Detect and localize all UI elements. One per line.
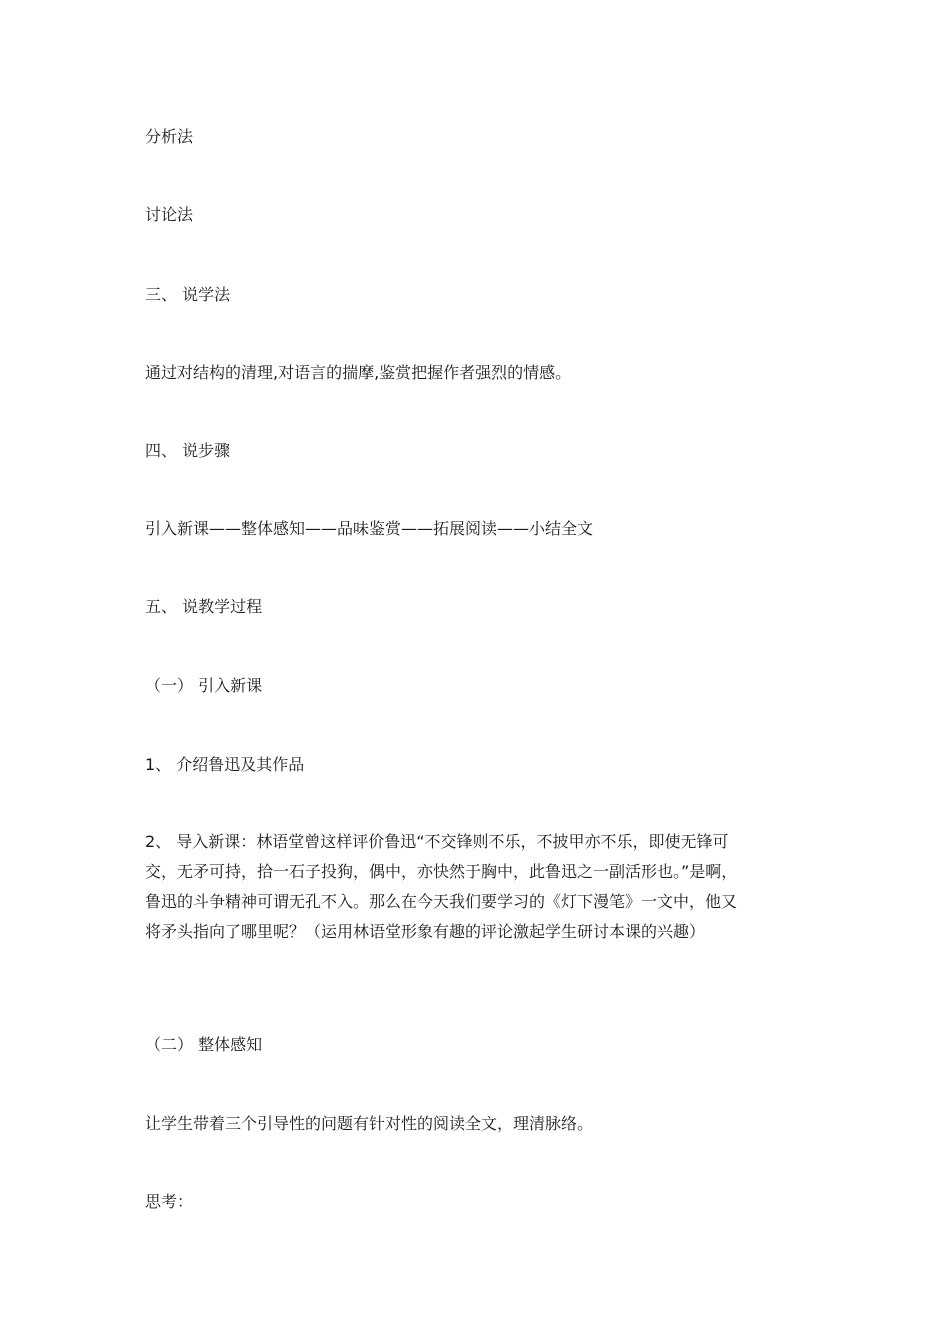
item-2-line-2: 交，无矛可持，拾一石子投狗，偶中，亦快然于胸中，此鲁迅之一副活形也。”是啊， bbox=[145, 862, 738, 881]
item-2-line-3: 鲁迅的斗争精神可谓无孔不入。那么在今天我们要学习的《灯下漫笔》一文中，他又 bbox=[145, 892, 738, 911]
subsection-heading-1: （一） 引入新课 bbox=[145, 676, 263, 695]
learning-method-text: 通过对结构的清理,对语言的揣摩,鉴赏把握作者强烈的情感。 bbox=[145, 363, 572, 382]
subsection-heading-2: （二） 整体感知 bbox=[145, 1035, 263, 1054]
item-2-line-4: 将矛头指向了哪里呢？（运用林语堂形象有趣的评论激起学生研讨本课的兴趣） bbox=[145, 922, 706, 941]
item-2-line-1: 2、 导入新课：林语堂曾这样评价鲁迅“不交锋则不乐，不披甲亦不乐，即使无锋可 bbox=[145, 832, 729, 851]
overall-perception-text: 让学生带着三个引导性的问题有针对性的阅读全文，理清脉络。 bbox=[145, 1114, 594, 1133]
method-discussion: 讨论法 bbox=[145, 205, 194, 224]
item-1: 1、 介绍鲁迅及其作品 bbox=[145, 755, 305, 774]
section-heading-3: 三、 说学法 bbox=[145, 285, 231, 304]
think-label: 思考： bbox=[145, 1192, 194, 1211]
section-heading-5: 五、 说教学过程 bbox=[145, 597, 263, 616]
steps-text: 引入新课——整体感知——品味鉴赏——拓展阅读——小结全文 bbox=[145, 519, 594, 538]
method-analysis: 分析法 bbox=[145, 127, 194, 146]
section-heading-4: 四、 说步骤 bbox=[145, 441, 231, 460]
item-2-paragraph bbox=[145, 827, 815, 947]
